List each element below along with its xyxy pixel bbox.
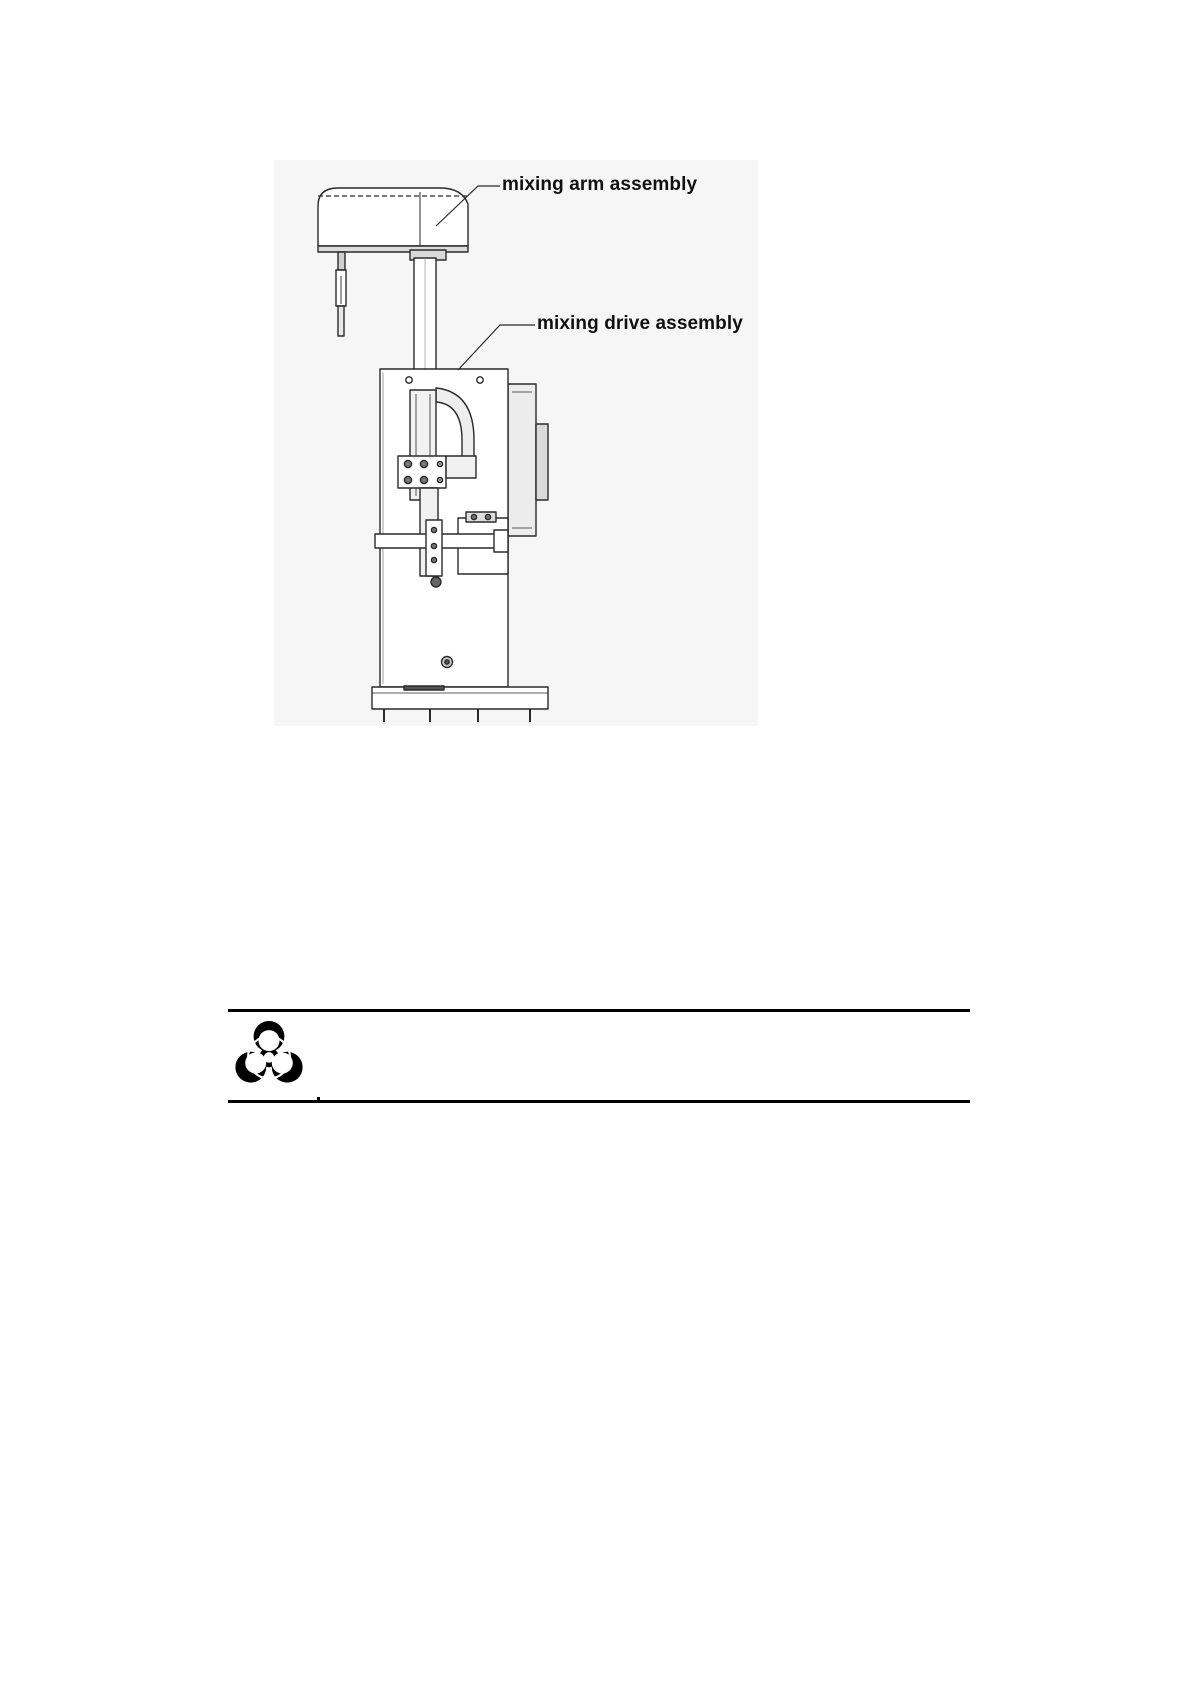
mixing-arm-label: mixing arm assembly <box>502 174 698 195</box>
mixing-unit-diagram <box>0 0 1190 760</box>
biohazard-icon <box>234 1021 304 1091</box>
mixing-arm-housing <box>318 188 468 252</box>
mixing-probe <box>336 252 346 336</box>
mixing-drive-label: mixing drive assembly <box>537 313 743 334</box>
biohazard-notice <box>228 1009 970 1103</box>
mixing-unit-drawing <box>0 0 1190 760</box>
notice-bottom-rule <box>228 1100 970 1103</box>
notice-top-rule <box>228 1009 970 1012</box>
